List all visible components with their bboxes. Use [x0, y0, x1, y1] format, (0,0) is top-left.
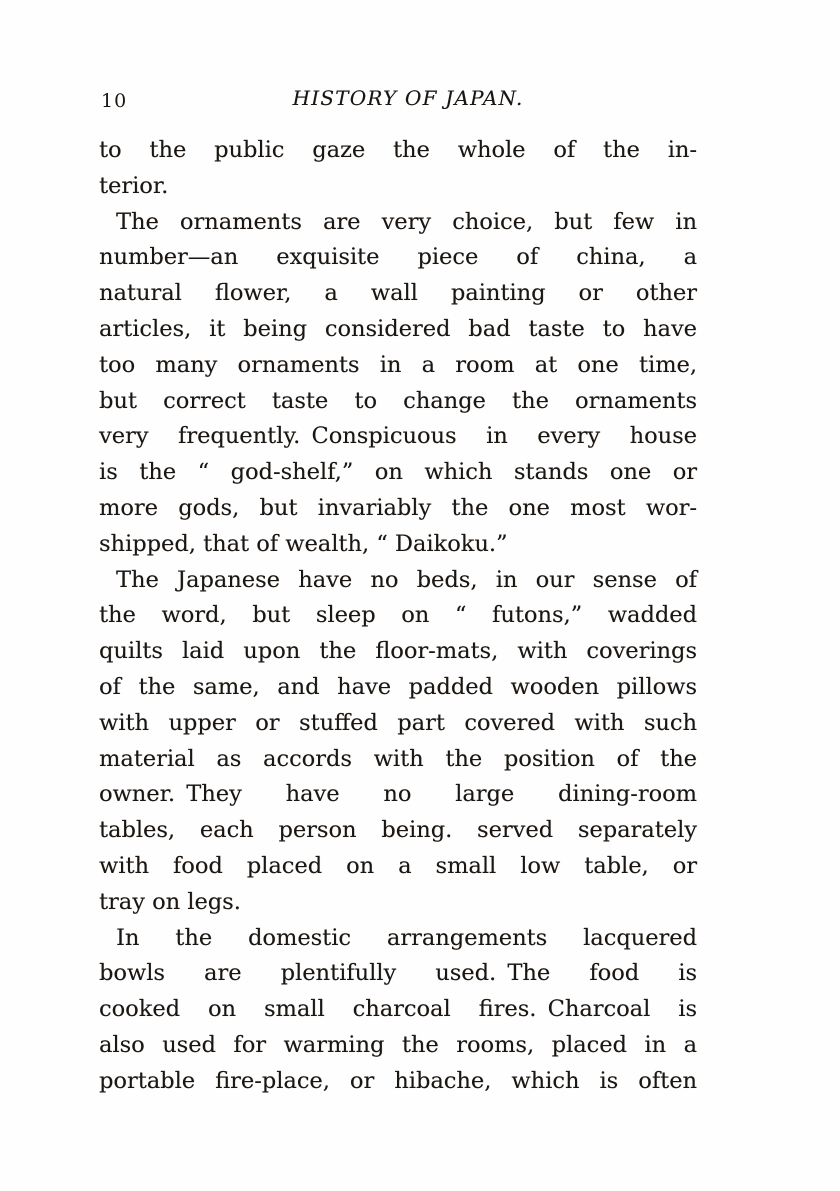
text-line: articles, it being considered bad taste to have — [99, 315, 697, 342]
text-line: material as accords with the position of the — [99, 745, 697, 772]
text-line: terior. — [99, 172, 169, 199]
text-line: quilts laid upon the floor-mats, with coverings — [99, 638, 697, 665]
text-line: too many ornaments in a room at one time, — [99, 351, 697, 378]
text-line: very frequently. Conspicuous in every house — [99, 423, 697, 450]
text-line: with upper or stuffed part covered with such — [99, 709, 697, 736]
body-text — [99, 133, 697, 1100]
text-line: In the domestic arrangements lacquered — [116, 924, 697, 951]
text-line: also used for warming the rooms, placed in a — [99, 1031, 697, 1058]
text-line: but correct taste to change the ornaments — [99, 387, 697, 414]
text-line: shipped, that of wealth, “ Daikoku.” — [99, 530, 508, 557]
text-line: number—an exquisite piece of china, a — [99, 244, 697, 271]
running-header — [99, 86, 699, 112]
text-line: owner. They have no large dining-room — [99, 781, 697, 808]
text-line: tables, each person being. served separately — [99, 817, 697, 844]
page-number: 10 — [101, 90, 128, 112]
text-line: with food placed on a small low table, or — [99, 852, 697, 879]
text-line: cooked on small charcoal fires. Charcoal is — [99, 996, 697, 1023]
text-line: more gods, but invariably the one most wor- — [99, 494, 697, 521]
running-head-title: HISTORY OF JAPAN. — [292, 86, 524, 110]
text-line: is the “ god-shelf,” on which stands one or — [99, 459, 697, 486]
text-line: the word, but sleep on “ futons,” wadded — [99, 602, 697, 629]
text-line: natural flower, a wall painting or other — [99, 280, 697, 307]
text-line: to the public gaze the whole of the in- — [99, 137, 697, 163]
text-line: The ornaments are very choice, but few in — [116, 208, 697, 235]
text-line: bowls are plentifully used. The food is — [99, 960, 697, 987]
text-line: portable fire-place, or hibache, which is often — [99, 1067, 697, 1094]
text-line: tray on legs. — [99, 888, 241, 915]
text-line: The Japanese have no beds, in our sense of — [116, 566, 697, 593]
text-line: of the same, and have padded wooden pillows — [99, 673, 697, 700]
